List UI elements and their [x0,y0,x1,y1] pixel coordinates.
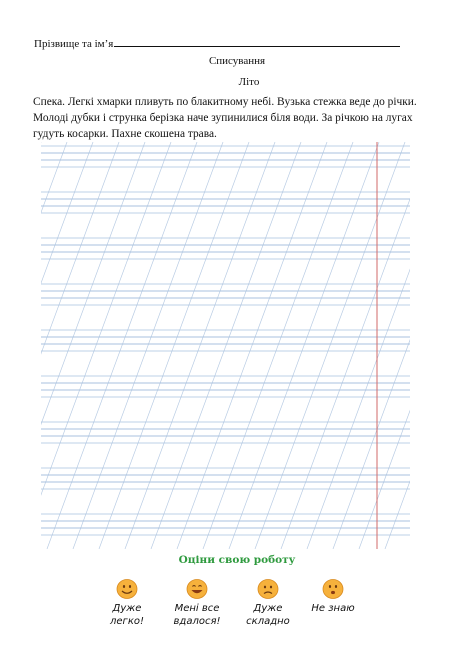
slant-line [281,142,410,549]
option-label-line1: Мені все [174,603,220,614]
slant-line [41,142,119,549]
passage-text: Спека. Легкі хмарки пливуть по блакитному небі. Вузька стежка веде до річки. Молоді дубки і струнка берізка наче зупинилися біля води. За річкою на лугах гудуть косарки. Пахне скошена трава. [33,96,417,140]
slant-line [41,142,67,549]
slant-line [229,142,379,549]
slant-line [385,142,410,549]
slant-line [203,142,353,549]
option-label-line1: Не знаю [311,603,355,614]
name-blank-line[interactable] [114,36,400,47]
option-dont-know[interactable] [298,578,368,615]
option-label-line1: Дуже [253,603,283,614]
slant-line [47,142,197,549]
self-assessment-title: Оціни свою роботу [178,554,296,566]
grinning-face-icon [185,578,209,600]
slant-line [125,142,275,549]
option-label-line2: складно [246,616,290,627]
option-very-difficult[interactable] [233,578,303,628]
option-label-line1: Дуже [112,603,142,614]
lined-writing-area[interactable] [41,142,410,549]
worried-face-icon [256,578,280,600]
option-label-line2: легко! [110,616,144,627]
name-label: Прізвище та ім’я [34,38,114,50]
task-title: Списування [208,55,266,67]
text-title: Літо [238,76,260,88]
option-very-easy[interactable] [92,578,162,628]
slant-line [41,142,145,549]
slant-line [333,142,410,549]
happy-face-icon [115,578,139,600]
slant-line [255,142,405,549]
slant-line [359,142,410,549]
slant-guide-lines [41,142,410,549]
slant-line [177,142,327,549]
option-label-line2: вдалося! [173,616,221,627]
slant-line [73,142,223,549]
confused-face-icon [321,578,345,600]
name-field[interactable] [34,36,400,50]
slant-line [41,142,93,549]
option-all-succeeded[interactable] [162,578,232,628]
slant-line [41,142,171,549]
slant-line [99,142,249,549]
slant-line [151,142,301,549]
slant-line [307,142,410,549]
